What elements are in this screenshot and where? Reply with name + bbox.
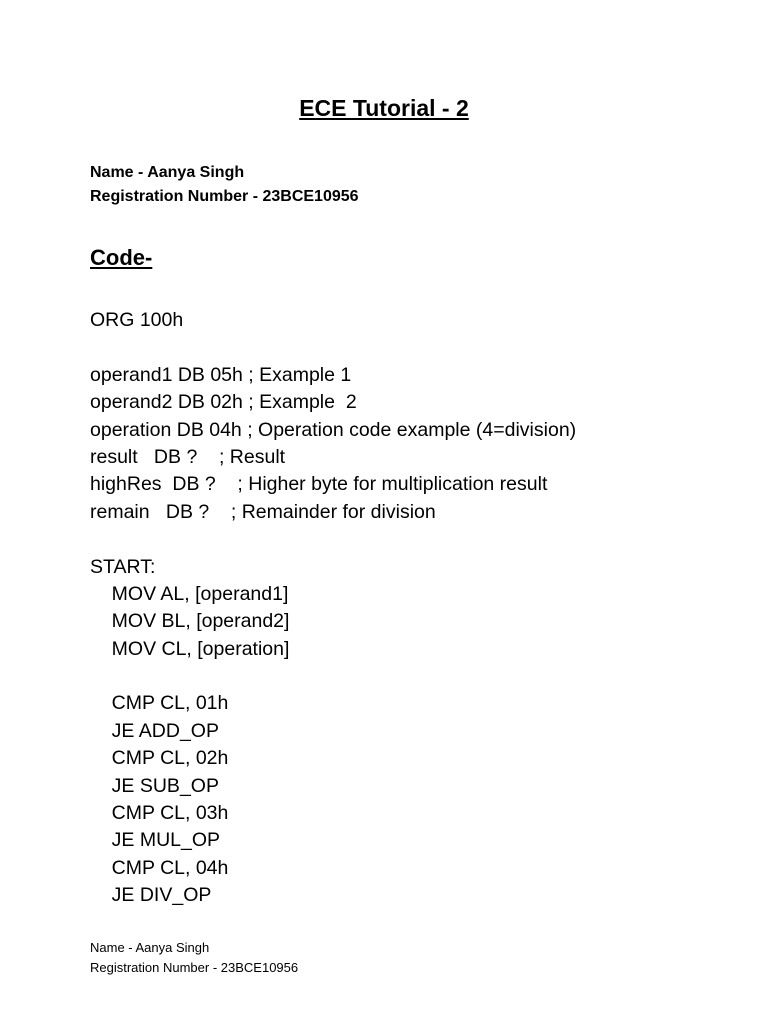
- code-line: ORG 100h: [90, 309, 184, 331]
- code-line: START:: [90, 555, 156, 578]
- code-block: [90, 307, 576, 910]
- code-line: MOV BL, [operand2]: [90, 610, 290, 633]
- code-line: JE SUB_OP: [90, 774, 219, 797]
- code-heading: Code-: [90, 245, 153, 270]
- code-line: [90, 334, 576, 361]
- code-line: result DB ? ; Result: [90, 445, 286, 468]
- code-line: JE DIV_OP: [90, 884, 212, 907]
- code-line: CMP CL, 04h: [90, 856, 229, 879]
- student-name: Name - Aanya Singh: [90, 164, 245, 181]
- code-line: remain DB ? ; Remainder for division: [90, 500, 436, 523]
- footer-name: Name - Aanya Singh: [90, 940, 210, 955]
- code-line: CMP CL, 01h: [90, 692, 229, 715]
- code-line: MOV AL, [operand1]: [90, 582, 289, 605]
- code-line: CMP CL, 03h: [90, 802, 229, 825]
- page-title: ECE Tutorial - 2: [299, 95, 469, 121]
- code-line: operand2 DB 02h ; Example 2: [90, 391, 357, 414]
- page-footer: [90, 938, 298, 977]
- code-line: [90, 526, 576, 553]
- code-line: CMP CL, 02h: [90, 747, 229, 770]
- footer-registration: Registration Number - 23BCE10956: [90, 959, 299, 975]
- code-line: JE MUL_OP: [90, 829, 221, 852]
- code-line: JE ADD_OP: [90, 719, 219, 742]
- code-line: [90, 663, 576, 690]
- code-line: operand1 DB 05h ; Example 1: [90, 363, 352, 386]
- registration-number: Registration Number - 23BCE10956: [90, 188, 359, 205]
- code-line: MOV CL, [operation]: [90, 637, 290, 660]
- code-line: operation DB 04h ; Operation code example (4=division): [90, 418, 577, 441]
- student-info: [90, 161, 359, 209]
- code-line: highRes DB ? ; Higher byte for multiplication result: [90, 473, 548, 496]
